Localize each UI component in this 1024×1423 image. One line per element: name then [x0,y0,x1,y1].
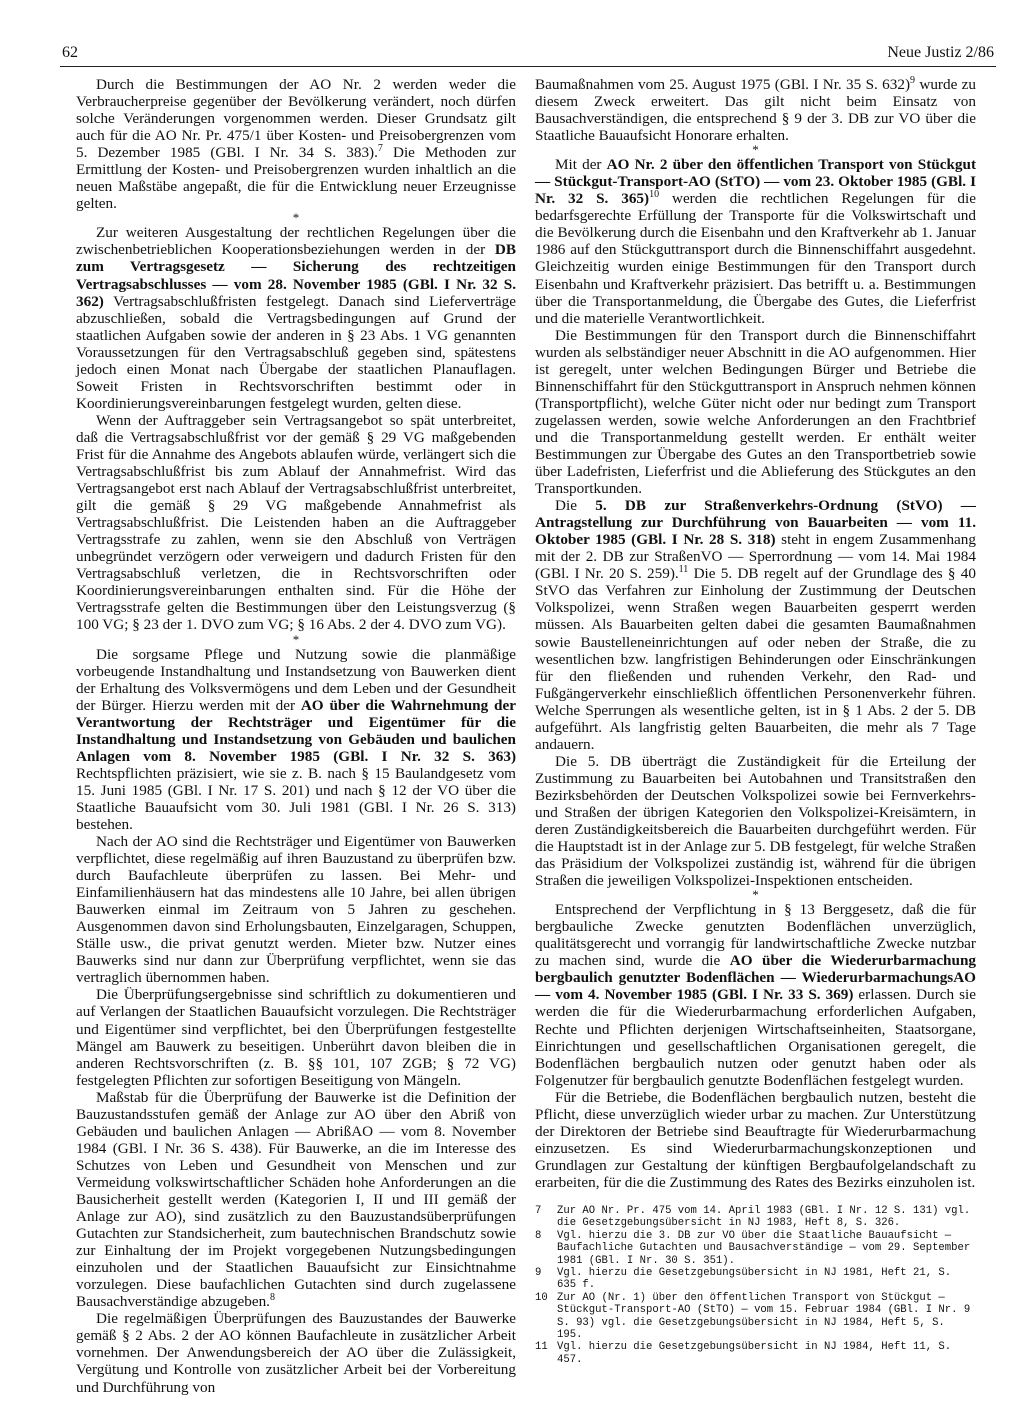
regulation-title: AO über die Wahrnehmung der Verantwortung der Rechtsträger und Eigentümer für die Instandhaltung und Instandsetzung von Gebäuden und baulichen Anlagen vom 8. November 1985 (GBl. I Nr. 32 S. 363) [76,696,516,765]
paragraph: Nach der AO sind die Rechtsträger und Eigentümer von Bauwerken verpflichtet, diese regelmäßig auf ihren Bauzustand zu überprüfen bzw. durch Baufachleute überprüfen zu lassen. Bei Mehr- und Einfamilienhäusern hat das mindestens alle 10 Jahre, bei allen übrigen Bauwerken einmal im Zeitraum von 5 Jahren zu geschehen. Ausgenommen davon sind Erholungsbauten, Einzelgaragen, Schuppen, Ställe usw., die privat genutzt werden. Mieter bzw. Nutzer eines Bauwerks sind nur dann zur Überprüfung verpflichtet, wenn sie das vertraglich übernommen haben. [76,833,516,987]
section-separator: * [292,210,300,226]
paragraph: Die Überprüfungsergebnisse sind schriftlich zu dokumentieren und auf Verlangen der Staatlichen Bauaufsicht vorzulegen. Die Rechtsträger und Eigentümer sind verpflichtet, bei den Überprüfungen festgestellte Mängel am Bauwerk zu beseitigen. Unberührt davon bleiben die in anderen Rechtsvorschriften (z. B. §§ 101, 107 ZGB; § 72 VG) festgelegten Pflichten zur sofortigen Beseitigung von Mängeln. [76,986,516,1089]
footnote-ref[interactable]: 10 [649,189,660,201]
regulation-title: DB zum Vertragsgesetz — Sicherung des rechtzeitigen Vertragsabschlusses — vom 28. November 1985 (GBl. I Nr. 32 S. 362) [76,241,516,310]
paragraph: Die sorgsame Pflege und Nutzung sowie die planmäßige vorbeugende Instandhaltung und Instandsetzung von Bauwerken dient der Erhaltung des Volksvermögens und dem Leben und der Gesundheit der Bürger. Hierzu werden mit der AO über die Wahrnehmung der Verantwortung der Rechtsträger und Eigentümer für die Instandhaltung und Instandsetzung von Gebäuden und baulichen Anlagen vom 8. November 1985 (GBl. I Nr. 32 S. 363) Rechtspflichten präzisiert, wie sie z. B. nach § 15 Baulandgesetz vom 15. Juni 1985 (GBl. I Nr. 17 S. 201) und nach § 12 der VO über die Staatliche Bauaufsicht vom 30. Juli 1981 (GBl. I Nr. 26 S. 313) bestehen. [76,645,516,833]
journal-issue: Neue Justiz 2/86 [887,44,994,61]
footnote [535,1205,976,1230]
footnote-ref[interactable]: 9 [910,74,916,86]
footnote [535,1267,976,1292]
header-rule [60,66,996,67]
footnotes [535,1205,976,1366]
section-separator: * [752,887,759,903]
footnote-number: 11 [535,1341,548,1354]
paragraph: Wenn der Auftraggeber sein Vertragsangebot so spät unterbreitet, daß die Vertragsabschlußfrist vor der gemäß § 29 VG maßgebenden Frist für die Annahme des Angebots ablaufen würde, verlängert sich die Vertragsabschlußfrist bis zum Ablauf der Annahmefrist. Wird das Vertragsangebot erst nach Ablauf der Vertragsabschlußfrist unterbreitet, gilt die gemäß § 29 VG maßgebende Annahmefrist als Vertragsabschlußfrist. Die Leistenden haben an die Auftraggeber Vertragsstrafe zu zahlen, wenn sie den Abschluß von Verträgen unbegründet verzögern oder verweigern und dadurch Fristen für den Vertragsabschluß verletzen, die in Rechtsvorschriften oder Koordinierungsvereinbarungen enthalten sind. Für die Höhe der Vertragsstrafe gelten die Bestimmungen über den Leistungsverzug (§ 100 VG; § 23 der 1. DVO zum VG; § 16 Abs. 2 der 4. DVO zum VG). [76,411,516,634]
right-column [535,76,976,1191]
footnote [535,1341,976,1366]
paragraph: Die Bestimmungen für den Transport durch die Binnenschiffahrt wurden als selbständiger neuer Abschnitt in die AO aufgenommen. Hier ist geregelt, unter welchen Bedingungen Bürger und Betriebe die Binnenschiffahrt für den Stückguttransport in Anspruch nehmen können (Transportpflicht), welche Güter nicht oder nur bedingt zum Transport zugelassen werden, sowie welche Anforderungen an den Frachtbrief und die Transportanmeldung gestellt werden. Er enthält weiter Bestimmungen zur Übergabe des Gutes an den Transportbetrieb sowie über Ladefristen, Lieferfrist und die Ablieferung des Stückgutes an den Transportkunden. [535,326,976,498]
paragraph: Für die Betriebe, die Bodenflächen bergbaulich nutzen, besteht die Pflicht, diese unverzüglich wieder urbar zu machen. Zur Unterstützung der Direktoren der Betriebe sind Beauftragte für Wiederurbarmachung einzusetzen. Es sind Wiederurbarmachungskonzeptionen und Grundlagen zur Gestaltung der künftigen Bergbaufolgelandschaft zu erarbeiten, für die die Zustimmung des Rates des Bezirks einzuholen ist. [535,1088,976,1191]
footnote-text: Zur AO Nr. Pr. 475 vom 14. April 1983 (GBl. I Nr. 12 S. 131) vgl. die Gesetzgebungsübersicht in NJ 1983, Heft 8, S. 326. [557,1205,971,1230]
footnote-number: 10 [535,1291,548,1304]
footnote-ref[interactable]: 11 [678,564,689,576]
left-column [76,76,516,1396]
page-number: 62 [62,44,78,61]
footnote-text: Vgl. hierzu die Gesetzgebungsübersicht in NJ 1981, Heft 21, S. 635 f. [557,1267,952,1292]
footnote-ref[interactable]: 7 [377,143,383,155]
footnote-number: 9 [535,1267,542,1280]
paragraph: Maßstab für die Überprüfung der Bauwerke ist die Definition der Bauzustandsstufen gemäß der Anlage zur AO über den Abriß von Gebäuden und baulichen Anlagen — AbrißAO — vom 8. November 1984 (GBl. I Nr. 36 S. 438). Für Bauwerke, an die im Interesse des Schutzes von Leben und Gesundheit von Menschen und zur Vermeidung volkswirtschaftlicher Schäden hohe Anforderungen an die Bausicherheit gestellt werden (Kategorien I, II und III gemäß der Anlage zur AO), sind zusätzlich zu den Bauzustandsüberprüfungen Gutachten zur Standsicherheit, zum bautechnischen Brandschutz sowie zur Einhaltung der im Projekt vorgegebenen Nutzungsbedingungen einzuholen und der Staatlichen Bauaufsicht zur Einsichtnahme vorzulegen. Diese baufachlichen Gutachten sind durch zugelassene Bausachverständige abzugeben.$^8$ [76,1088,516,1311]
regulation-title: AO Nr. 2 über den öffentlichen Transport von Stückgut — Stückgut-Transport-AO (StTO) — vom 23. Oktober 1985 (GBl. I Nr. 32 S. 365) [535,156,976,208]
paragraph: Mit der AO Nr. 2 über den öffentlichen Transport von Stückgut — Stückgut-Transport-AO (StTO) — vom 23. Oktober 1985 (GBl. I Nr. 32 S. 365)$^{10}$ werden die rechtlichen Regelungen für die bedarfsgerechte Erfüllung der Transporte für die Volkswirtschaft und die Bevölkerung durch die Eisenbahn und den Kraftverkehr ab 1. Januar 1986 auf den Stückguttransport durch die Binnenschiffahrt ausgedehnt. Gleichzeitig wurden einige Bestimmungen für den Transport durch Eisenbahn und Kraftverkehr präzisiert. Das betrifft u. a. Bestimmungen über die Transportanmeldung, die Übergabe des Gutes, die Lieferfrist und die materielle Verantwortlichkeit. [535,156,976,327]
paragraph: Die regelmäßigen Überprüfungen des Bauzustandes der Bauwerke gemäß § 2 Abs. 2 der AO können Baufachleute in zusätzlicher Arbeit vornehmen. Der Anwendungsbereich der AO über die Zulässigkeit, Vergütung und Kontrolle von zusätzlicher Arbeit bei der Vorbereitung und Durchführung von [76,1310,516,1396]
regulation-title: 5. DB zur Straßenverkehrs-Ordnung (StVO) — Antragstellung zur Durchführung von Bauarbeiten — vom 11. Oktober 1985 (GBl. I Nr. 28 S. 318) [535,497,976,549]
paragraph: Durch die Bestimmungen der AO Nr. 2 werden weder die Verbraucherpreise gegenüber der Bevölkerung verändert, noch dürfen solche Veränderungen vorgenommen werden. Dieser Grundsatz gilt auch für die AO Nr. Pr. 475/1 über Kosten- und Preisobergrenzen vom 5. Dezember 1985 (GBl. I Nr. 34 S. 383).$^7$ Die Methoden zur Ermittlung der Kosten- und Preisobergrenzen wurden inhaltlich an die neuen Maßstäbe angepaßt, die für die Entwicklung neuer Erzeugnisse gelten. [76,76,516,213]
footnote-text: Zur AO (Nr. 1) über den öffentlichen Transport von Stückgut — Stückgut-Transport-AO (StTO) — vom 15. Februar 1984 (GBl. I Nr. 9 S. 93) vgl. die Gesetzgebungsübersicht in NJ 1984, Heft 5, S. 195. [557,1291,971,1342]
footnote-number: 7 [535,1205,542,1217]
section-separator: * [752,142,759,158]
footnote-text: Vgl. hierzu die Gesetzgebungsübersicht in NJ 1984, Heft 11, S. 457. [557,1341,952,1366]
section-separator: * [292,631,300,647]
paragraph: Zur weiteren Ausgestaltung der rechtlichen Regelungen über die zwischenbetrieblichen Kooperationsbeziehungen werden in der DB zum Vertragsgesetz — Sicherung des rechtzeitigen Vertragsabschlusses — vom 28. November 1985 (GBl. I Nr. 32 S. 362) Vertragsabschlußfristen festgelegt. Danach sind Lieferverträge abzuschließen, sobald die Vertragsbedingungen auf Grund der staatlichen Aufgaben sowie der anderen in § 23 Abs. 1 VG genannten Voraussetzungen für den Vertragsabschluß gegeben sind, spätestens jedoch einen Monat nach Übergabe der staatlichen Planauflagen. Soweit Fristen in Rechtsvorschriften bestimmt oder in Koordinierungsvereinbarungen festgelegt wurden, gelten diese. [76,224,516,412]
paragraph: Entsprechend der Verpflichtung in § 13 Berggesetz, daß die für bergbauliche Zwecke genutzten Bodenflächen unverzüglich, qualitätsgerecht und vorrangig für landwirtschaftliche Zwecke nutzbar zu machen sind, wurde die AO über die Wiederurbarmachung bergbaulich genutzter Bodenflächen — WiederurbarmachungsAO — vom 4. November 1985 (GBl. I Nr. 33 S. 369) erlassen. Durch sie werden die für die Wiederurbarmachung erforderlichen Aufgaben, Rechte und Pflichten derjenigen Wirtschaftseinheiten, Staatsorgane, Einrichtungen und gesellschaftlichen Organisationen geregelt, die Bodenflächen bergbaulich nutzen oder genutzt haben oder als Folgenutzer für bergbaulich genutzte Bodenflächen festgelegt wurden. [535,901,976,1089]
footnote [535,1230,976,1267]
footnote-number: 8 [535,1229,542,1242]
paragraph: Die 5. DB zur Straßenverkehrs-Ordnung (StVO) — Antragstellung zur Durchführung von Bauarbeiten — vom 11. Oktober 1985 (GBl. I Nr. 28 S. 318) steht in engem Zusammenhang mit der 2. DB zur StraßenVO — Sperrordnung — vom 14. Mai 1984 (GBl. I Nr. 20 S. 259).$^{11}$ Die 5. DB regelt auf der Grundlage des § 40 StVO das Verfahren zur Einholung der Zustimmung der Deutschen Volkspolizei, wenn Straßen wegen Bauarbeiten gesperrt werden müssen. Als Bauarbeiten gelten dabei die gesamten Baumaßnahmen sowie Baustelleneinrichtungen auf oder neben der Straße, die zu wesentlichen bzw. langfristigen Behinderungen oder Einschränkungen für den fließenden und ruhenden Verkehr, den Rad- und Fußgängerverkehr einschließlich öffentlichen Personenverkehr führen. Welche Sperrungen als wesentliche gelten, ist in § 1 Abs. 2 der 5. DB aufgeführt. Als langfristig gelten Bauarbeiten, die mehr als 7 Tage andauern. [535,497,976,753]
footnote-ref[interactable]: 8 [269,1292,275,1304]
paragraph: Baumaßnahmen vom 25. August 1975 (GBl. I Nr. 35 S. 632)$^9$ wurde zu diesem Zweck erweitert. Das gilt nicht beim Einsatz von Bausachverständigen, die entsprechend § 9 der 3. DB zur VO über die Staatliche Bauaufsicht Honorare erhalten. [535,74,976,145]
regulation-title: AO über die Wiederurbarmachung bergbaulich genutzter Bodenflächen — WiederurbarmachungsAO — vom 4. November 1985 (GBl. I Nr. 33 S. 369) [535,952,976,1004]
footnote-text: Vgl. hierzu die 3. DB zur VO über die Staatliche Bauaufsicht — Baufachliche Gutachten und Bausachverständige — vom 29. September 1981 (GBl. I Nr. 30 S. 351). [557,1229,971,1267]
paragraph: Die 5. DB überträgt die Zuständigkeit für die Erteilung der Zustimmung zu Bauarbeiten bei Autobahnen und Transitstraßen den Bezirksbehörden der Deutschen Volkspolizei sowie bei Fernverkehrs- und Straßen der übrigen Kategorien den Volkspolizei-Kreisämtern, in deren Zuständigkeitsbereich die Bauarbeiten durchgeführt werden. Für die Hauptstadt ist in der Anlage zur 5. DB festgelegt, für welche Straßen das Präsidium der Volkspolizei zuständig ist, während für die übrigen Straßen die jeweiligen Volkspolizei-Inspektionen entscheiden. [535,752,976,890]
footnote [535,1292,976,1342]
